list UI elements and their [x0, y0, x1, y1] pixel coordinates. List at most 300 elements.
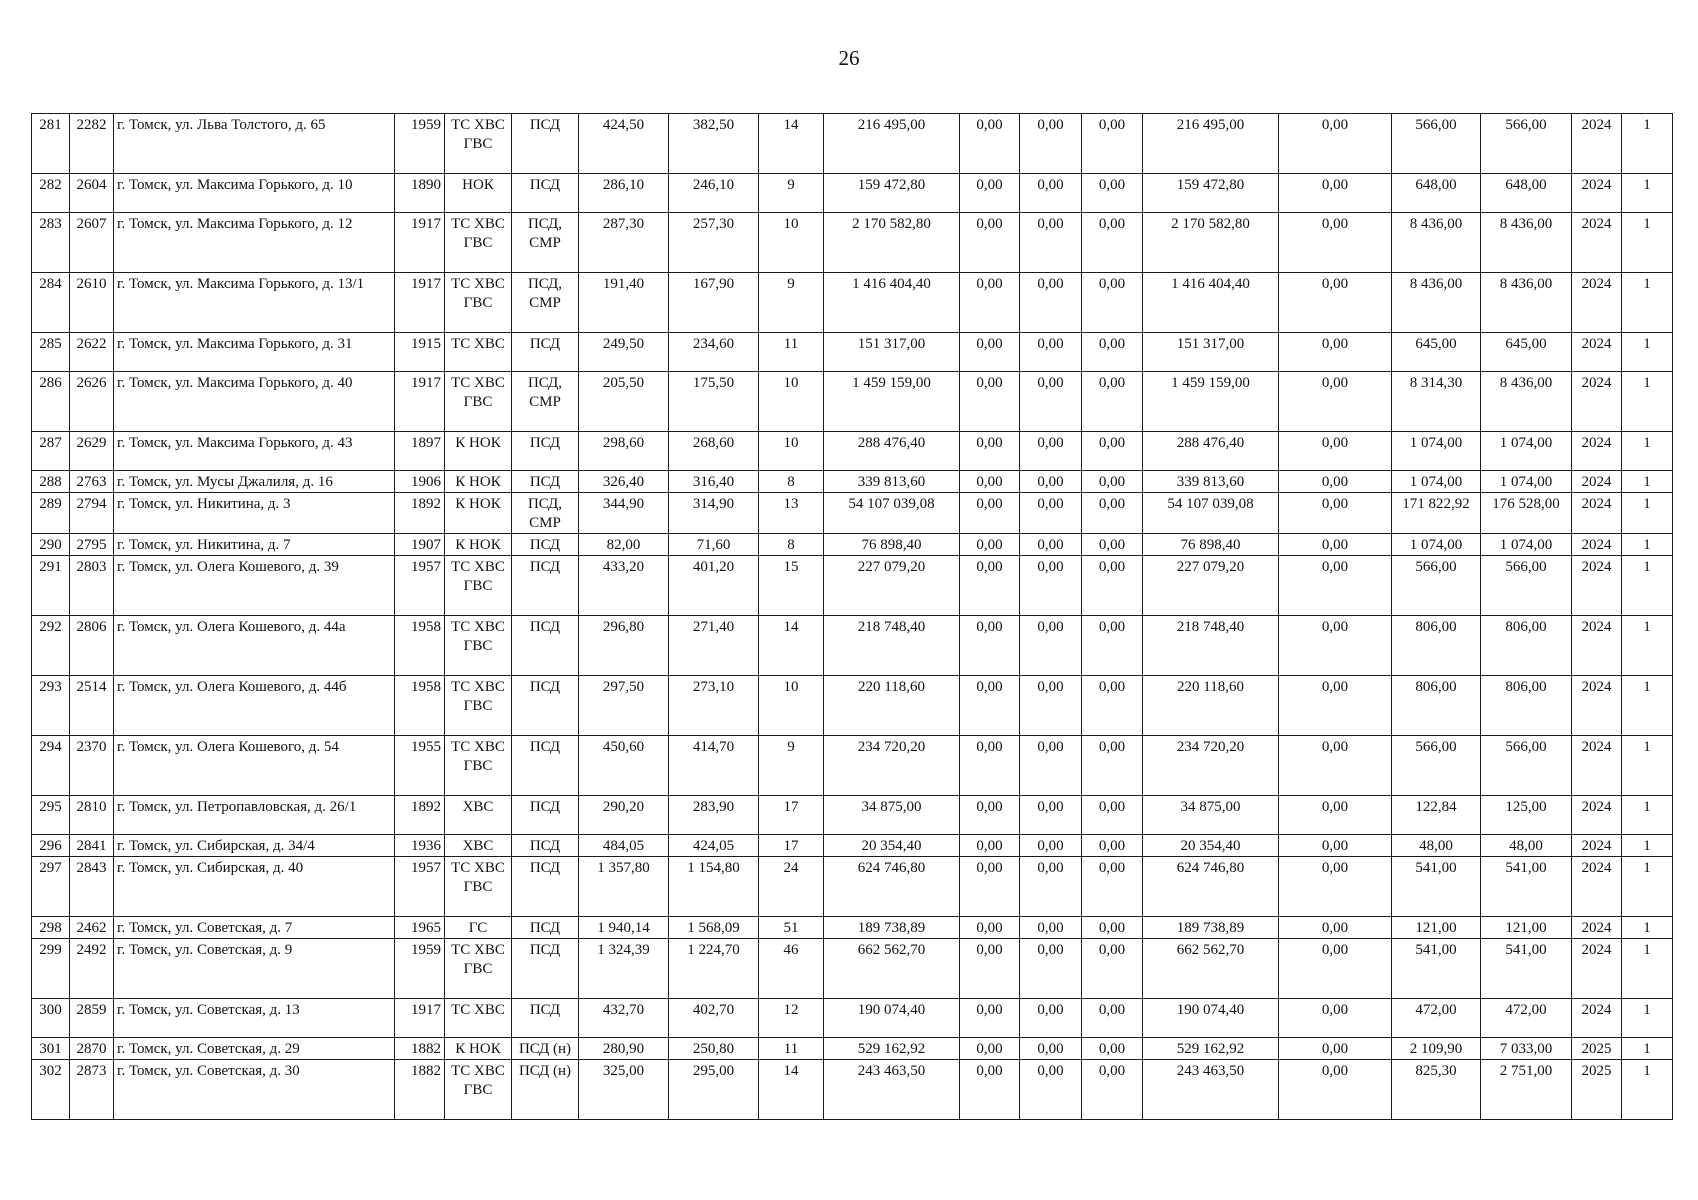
cell-total-area: 344,90	[579, 493, 669, 534]
cell-total-area: 326,40	[579, 471, 669, 493]
cell-fund-local: 0,00	[1082, 1038, 1143, 1060]
cell-systems: ТС ХВС ГВС	[445, 556, 512, 616]
cell-plan-year: 2024	[1572, 999, 1622, 1038]
cell-total-cost: 227 079,20	[824, 556, 960, 616]
cell-unit-cost-limit: 1 074,00	[1481, 432, 1572, 471]
cell-plan-year: 2024	[1572, 616, 1622, 676]
cell-stage: 1	[1622, 835, 1673, 857]
cell-unit-cost-limit: 8 436,00	[1481, 213, 1572, 273]
cell-fund-owners: 662 562,70	[1143, 939, 1279, 999]
cell-living-area: 402,70	[669, 999, 759, 1038]
cell-living-area: 314,90	[669, 493, 759, 534]
cell-total-area: 297,50	[579, 676, 669, 736]
cell-residents: 46	[759, 939, 824, 999]
cell-fund-other: 0,00	[1279, 432, 1392, 471]
cell-work-type: ПСД, СМР	[512, 213, 579, 273]
cell-fund-owners: 1 416 404,40	[1143, 273, 1279, 333]
cell-fund-local: 0,00	[1082, 676, 1143, 736]
cell-unit-cost-limit: 648,00	[1481, 174, 1572, 213]
cell-living-area: 382,50	[669, 114, 759, 174]
cell-fund-other: 0,00	[1279, 736, 1392, 796]
cell-fund-local: 0,00	[1082, 736, 1143, 796]
cell-fund-other: 0,00	[1279, 835, 1392, 857]
cell-fund-federal: 0,00	[960, 114, 1020, 174]
cell-living-area: 246,10	[669, 174, 759, 213]
cell-fund-federal: 0,00	[960, 1060, 1020, 1120]
cell-fund-federal: 0,00	[960, 333, 1020, 372]
cell-total-area: 1 357,80	[579, 857, 669, 917]
cell-unit-cost: 8 436,00	[1392, 213, 1481, 273]
cell-build-year: 1915	[395, 333, 445, 372]
cell-fund-owners: 76 898,40	[1143, 534, 1279, 556]
cell-living-area: 1 154,80	[669, 857, 759, 917]
cell-unit-cost-limit: 1 074,00	[1481, 534, 1572, 556]
cell-unit-cost-limit: 645,00	[1481, 333, 1572, 372]
cell-fund-regional: 0,00	[1020, 1038, 1082, 1060]
cell-unit-cost: 2 109,90	[1392, 1038, 1481, 1060]
cell-total-cost: 54 107 039,08	[824, 493, 960, 534]
cell-residents: 14	[759, 114, 824, 174]
cell-stage: 1	[1622, 333, 1673, 372]
cell-residents: 9	[759, 736, 824, 796]
cell-fund-local: 0,00	[1082, 616, 1143, 676]
cell-row-number: 282	[32, 174, 70, 213]
cell-total-cost: 243 463,50	[824, 1060, 960, 1120]
table-row	[32, 556, 1673, 616]
cell-stage: 1	[1622, 796, 1673, 835]
cell-fund-federal: 0,00	[960, 796, 1020, 835]
cell-systems: К НОК	[445, 1038, 512, 1060]
cell-object-code: 2514	[70, 676, 114, 736]
cell-work-type: ПСД	[512, 736, 579, 796]
cell-total-area: 424,50	[579, 114, 669, 174]
cell-plan-year: 2024	[1572, 796, 1622, 835]
cell-residents: 17	[759, 796, 824, 835]
cell-row-number: 284	[32, 273, 70, 333]
cell-build-year: 1882	[395, 1038, 445, 1060]
cell-total-cost: 190 074,40	[824, 999, 960, 1038]
cell-unit-cost: 48,00	[1392, 835, 1481, 857]
cell-fund-local: 0,00	[1082, 556, 1143, 616]
cell-fund-regional: 0,00	[1020, 273, 1082, 333]
cell-unit-cost: 566,00	[1392, 114, 1481, 174]
cell-row-number: 285	[32, 333, 70, 372]
cell-unit-cost-limit: 48,00	[1481, 835, 1572, 857]
cell-fund-local: 0,00	[1082, 273, 1143, 333]
cell-plan-year: 2024	[1572, 917, 1622, 939]
cell-address: г. Томск, ул. Никитина, д. 3	[114, 493, 395, 534]
cell-build-year: 1892	[395, 493, 445, 534]
cell-living-area: 424,05	[669, 835, 759, 857]
cell-build-year: 1890	[395, 174, 445, 213]
cell-build-year: 1907	[395, 534, 445, 556]
cell-address: г. Томск, ул. Максима Горького, д. 43	[114, 432, 395, 471]
cell-fund-local: 0,00	[1082, 534, 1143, 556]
cell-row-number: 283	[32, 213, 70, 273]
cell-unit-cost: 541,00	[1392, 857, 1481, 917]
table-row	[32, 372, 1673, 432]
cell-systems: К НОК	[445, 432, 512, 471]
cell-object-code: 2622	[70, 333, 114, 372]
cell-plan-year: 2024	[1572, 372, 1622, 432]
cell-fund-local: 0,00	[1082, 999, 1143, 1038]
cell-fund-federal: 0,00	[960, 676, 1020, 736]
cell-total-area: 205,50	[579, 372, 669, 432]
cell-build-year: 1917	[395, 273, 445, 333]
cell-object-code: 2604	[70, 174, 114, 213]
table-row	[32, 213, 1673, 273]
cell-fund-owners: 243 463,50	[1143, 1060, 1279, 1120]
cell-fund-other: 0,00	[1279, 1060, 1392, 1120]
cell-fund-federal: 0,00	[960, 273, 1020, 333]
cell-row-number: 286	[32, 372, 70, 432]
cell-fund-regional: 0,00	[1020, 857, 1082, 917]
cell-work-type: ПСД	[512, 333, 579, 372]
cell-work-type: ПСД, СМР	[512, 273, 579, 333]
cell-stage: 1	[1622, 174, 1673, 213]
cell-unit-cost-limit: 541,00	[1481, 939, 1572, 999]
cell-total-cost: 159 472,80	[824, 174, 960, 213]
cell-row-number: 281	[32, 114, 70, 174]
cell-total-area: 290,20	[579, 796, 669, 835]
cell-residents: 8	[759, 471, 824, 493]
cell-row-number: 287	[32, 432, 70, 471]
cell-stage: 1	[1622, 857, 1673, 917]
table-row	[32, 273, 1673, 333]
cell-fund-federal: 0,00	[960, 857, 1020, 917]
cell-fund-federal: 0,00	[960, 999, 1020, 1038]
cell-address: г. Томск, ул. Максима Горького, д. 13/1	[114, 273, 395, 333]
cell-residents: 9	[759, 174, 824, 213]
cell-row-number: 299	[32, 939, 70, 999]
cell-total-area: 280,90	[579, 1038, 669, 1060]
cell-stage: 1	[1622, 372, 1673, 432]
cell-object-code: 2607	[70, 213, 114, 273]
cell-build-year: 1959	[395, 114, 445, 174]
cell-residents: 10	[759, 372, 824, 432]
cell-work-type: ПСД	[512, 174, 579, 213]
cell-total-cost: 20 354,40	[824, 835, 960, 857]
cell-fund-regional: 0,00	[1020, 471, 1082, 493]
cell-fund-owners: 529 162,92	[1143, 1038, 1279, 1060]
cell-unit-cost-limit: 806,00	[1481, 616, 1572, 676]
cell-unit-cost: 806,00	[1392, 676, 1481, 736]
cell-row-number: 293	[32, 676, 70, 736]
cell-unit-cost-limit: 8 436,00	[1481, 273, 1572, 333]
cell-unit-cost-limit: 176 528,00	[1481, 493, 1572, 534]
cell-unit-cost-limit: 125,00	[1481, 796, 1572, 835]
cell-unit-cost: 122,84	[1392, 796, 1481, 835]
cell-fund-federal: 0,00	[960, 372, 1020, 432]
cell-living-area: 257,30	[669, 213, 759, 273]
cell-residents: 10	[759, 432, 824, 471]
cell-fund-other: 0,00	[1279, 534, 1392, 556]
cell-stage: 1	[1622, 273, 1673, 333]
cell-plan-year: 2024	[1572, 556, 1622, 616]
cell-plan-year: 2024	[1572, 333, 1622, 372]
cell-systems: ТС ХВС ГВС	[445, 273, 512, 333]
cell-plan-year: 2025	[1572, 1038, 1622, 1060]
cell-address: г. Томск, ул. Никитина, д. 7	[114, 534, 395, 556]
cell-fund-local: 0,00	[1082, 835, 1143, 857]
cell-total-area: 249,50	[579, 333, 669, 372]
cell-object-code: 2492	[70, 939, 114, 999]
cell-stage: 1	[1622, 213, 1673, 273]
table-row	[32, 676, 1673, 736]
cell-total-cost: 1 416 404,40	[824, 273, 960, 333]
cell-work-type: ПСД	[512, 999, 579, 1038]
cell-stage: 1	[1622, 736, 1673, 796]
cell-systems: ТС ХВС ГВС	[445, 616, 512, 676]
cell-living-area: 250,80	[669, 1038, 759, 1060]
cell-address: г. Томск, ул. Максима Горького, д. 12	[114, 213, 395, 273]
cell-work-type: ПСД	[512, 857, 579, 917]
cell-fund-other: 0,00	[1279, 213, 1392, 273]
cell-address: г. Томск, ул. Максима Горького, д. 31	[114, 333, 395, 372]
cell-unit-cost: 806,00	[1392, 616, 1481, 676]
cell-fund-local: 0,00	[1082, 174, 1143, 213]
cell-build-year: 1917	[395, 999, 445, 1038]
cell-work-type: ПСД	[512, 796, 579, 835]
cell-unit-cost: 648,00	[1392, 174, 1481, 213]
cell-fund-other: 0,00	[1279, 471, 1392, 493]
cell-systems: ТС ХВС ГВС	[445, 114, 512, 174]
table-row	[32, 616, 1673, 676]
cell-fund-owners: 20 354,40	[1143, 835, 1279, 857]
cell-fund-regional: 0,00	[1020, 432, 1082, 471]
cell-unit-cost-limit: 541,00	[1481, 857, 1572, 917]
cell-total-area: 191,40	[579, 273, 669, 333]
cell-build-year: 1906	[395, 471, 445, 493]
cell-systems: К НОК	[445, 471, 512, 493]
cell-object-code: 2282	[70, 114, 114, 174]
cell-fund-owners: 151 317,00	[1143, 333, 1279, 372]
cell-address: г. Томск, ул. Сибирская, д. 40	[114, 857, 395, 917]
cell-fund-regional: 0,00	[1020, 333, 1082, 372]
cell-total-area: 450,60	[579, 736, 669, 796]
cell-object-code: 2803	[70, 556, 114, 616]
table-row	[32, 857, 1673, 917]
table-row	[32, 939, 1673, 999]
cell-fund-local: 0,00	[1082, 1060, 1143, 1120]
cell-plan-year: 2025	[1572, 1060, 1622, 1120]
cell-unit-cost-limit: 2 751,00	[1481, 1060, 1572, 1120]
cell-unit-cost: 1 074,00	[1392, 534, 1481, 556]
cell-object-code: 2859	[70, 999, 114, 1038]
cell-systems: ТС ХВС ГВС	[445, 736, 512, 796]
cell-fund-other: 0,00	[1279, 114, 1392, 174]
cell-build-year: 1917	[395, 372, 445, 432]
table-row	[32, 534, 1673, 556]
cell-address: г. Томск, ул. Советская, д. 9	[114, 939, 395, 999]
cell-stage: 1	[1622, 556, 1673, 616]
cell-object-code: 2870	[70, 1038, 114, 1060]
table-row	[32, 1038, 1673, 1060]
cell-systems: ГС	[445, 917, 512, 939]
cell-fund-federal: 0,00	[960, 616, 1020, 676]
cell-fund-other: 0,00	[1279, 999, 1392, 1038]
cell-total-cost: 216 495,00	[824, 114, 960, 174]
cell-total-area: 432,70	[579, 999, 669, 1038]
cell-residents: 10	[759, 213, 824, 273]
cell-living-area: 414,70	[669, 736, 759, 796]
cell-total-area: 325,00	[579, 1060, 669, 1120]
cell-work-type: ПСД	[512, 114, 579, 174]
cell-total-cost: 624 746,80	[824, 857, 960, 917]
cell-row-number: 296	[32, 835, 70, 857]
cell-total-area: 484,05	[579, 835, 669, 857]
cell-systems: ХВС	[445, 835, 512, 857]
cell-fund-federal: 0,00	[960, 1038, 1020, 1060]
cell-systems: ТС ХВС ГВС	[445, 372, 512, 432]
cell-fund-other: 0,00	[1279, 616, 1392, 676]
cell-systems: ТС ХВС ГВС	[445, 1060, 512, 1120]
cell-work-type: ПСД	[512, 616, 579, 676]
cell-unit-cost: 541,00	[1392, 939, 1481, 999]
cell-fund-owners: 2 170 582,80	[1143, 213, 1279, 273]
cell-total-area: 286,10	[579, 174, 669, 213]
cell-stage: 1	[1622, 114, 1673, 174]
cell-address: г. Томск, ул. Сибирская, д. 34/4	[114, 835, 395, 857]
cell-residents: 13	[759, 493, 824, 534]
cell-address: г. Томск, ул. Петропавловская, д. 26/1	[114, 796, 395, 835]
cell-unit-cost: 1 074,00	[1392, 471, 1481, 493]
cell-fund-owners: 159 472,80	[1143, 174, 1279, 213]
cell-total-cost: 339 813,60	[824, 471, 960, 493]
cell-total-cost: 34 875,00	[824, 796, 960, 835]
table-row	[32, 471, 1673, 493]
cell-stage: 1	[1622, 432, 1673, 471]
cell-systems: ТС ХВС ГВС	[445, 676, 512, 736]
cell-fund-owners: 218 748,40	[1143, 616, 1279, 676]
cell-fund-other: 0,00	[1279, 333, 1392, 372]
cell-object-code: 2841	[70, 835, 114, 857]
cell-total-area: 296,80	[579, 616, 669, 676]
cell-plan-year: 2024	[1572, 432, 1622, 471]
table-row	[32, 835, 1673, 857]
cell-object-code: 2806	[70, 616, 114, 676]
cell-fund-local: 0,00	[1082, 917, 1143, 939]
cell-fund-regional: 0,00	[1020, 493, 1082, 534]
cell-fund-owners: 189 738,89	[1143, 917, 1279, 939]
cell-total-area: 1 940,14	[579, 917, 669, 939]
cell-fund-other: 0,00	[1279, 372, 1392, 432]
cell-living-area: 268,60	[669, 432, 759, 471]
cell-row-number: 289	[32, 493, 70, 534]
cell-fund-regional: 0,00	[1020, 372, 1082, 432]
cell-fund-federal: 0,00	[960, 493, 1020, 534]
cell-stage: 1	[1622, 1038, 1673, 1060]
cell-unit-cost: 8 314,30	[1392, 372, 1481, 432]
cell-fund-other: 0,00	[1279, 857, 1392, 917]
cell-residents: 11	[759, 333, 824, 372]
cell-address: г. Томск, ул. Олега Кошевого, д. 54	[114, 736, 395, 796]
cell-work-type: ПСД	[512, 432, 579, 471]
cell-fund-local: 0,00	[1082, 939, 1143, 999]
cell-address: г. Томск, ул. Максима Горького, д. 40	[114, 372, 395, 432]
cell-plan-year: 2024	[1572, 213, 1622, 273]
cell-total-cost: 220 118,60	[824, 676, 960, 736]
cell-fund-federal: 0,00	[960, 213, 1020, 273]
cell-work-type: ПСД	[512, 835, 579, 857]
cell-row-number: 297	[32, 857, 70, 917]
cell-residents: 12	[759, 999, 824, 1038]
cell-residents: 14	[759, 1060, 824, 1120]
cell-row-number: 302	[32, 1060, 70, 1120]
cell-work-type: ПСД	[512, 534, 579, 556]
cell-object-code: 2873	[70, 1060, 114, 1120]
cell-build-year: 1965	[395, 917, 445, 939]
cell-systems: НОК	[445, 174, 512, 213]
cell-unit-cost-limit: 8 436,00	[1481, 372, 1572, 432]
cell-plan-year: 2024	[1572, 114, 1622, 174]
cell-stage: 1	[1622, 493, 1673, 534]
cell-unit-cost: 1 074,00	[1392, 432, 1481, 471]
cell-total-area: 298,60	[579, 432, 669, 471]
cell-unit-cost-limit: 121,00	[1481, 917, 1572, 939]
cell-fund-federal: 0,00	[960, 556, 1020, 616]
cell-fund-local: 0,00	[1082, 114, 1143, 174]
cell-total-cost: 1 459 159,00	[824, 372, 960, 432]
cell-fund-owners: 339 813,60	[1143, 471, 1279, 493]
cell-work-type: ПСД	[512, 556, 579, 616]
cell-fund-other: 0,00	[1279, 493, 1392, 534]
cell-row-number: 294	[32, 736, 70, 796]
cell-object-code: 2794	[70, 493, 114, 534]
cell-work-type: ПСД	[512, 939, 579, 999]
page-number: 26	[838, 46, 860, 70]
cell-total-cost: 234 720,20	[824, 736, 960, 796]
cell-fund-owners: 190 074,40	[1143, 999, 1279, 1038]
cell-total-area: 1 324,39	[579, 939, 669, 999]
cell-fund-other: 0,00	[1279, 273, 1392, 333]
cell-stage: 1	[1622, 616, 1673, 676]
cell-systems: ТС ХВС ГВС	[445, 939, 512, 999]
cell-total-area: 287,30	[579, 213, 669, 273]
cell-object-code: 2810	[70, 796, 114, 835]
cell-residents: 11	[759, 1038, 824, 1060]
cell-systems: ТС ХВС	[445, 999, 512, 1038]
cell-plan-year: 2024	[1572, 471, 1622, 493]
cell-plan-year: 2024	[1572, 493, 1622, 534]
table-row	[32, 736, 1673, 796]
cell-residents: 24	[759, 857, 824, 917]
cell-object-code: 2626	[70, 372, 114, 432]
cell-systems: ТС ХВС ГВС	[445, 857, 512, 917]
cell-work-type: ПСД (н)	[512, 1060, 579, 1120]
cell-residents: 9	[759, 273, 824, 333]
cell-fund-other: 0,00	[1279, 174, 1392, 213]
table-row	[32, 333, 1673, 372]
cell-living-area: 271,40	[669, 616, 759, 676]
cell-unit-cost-limit: 566,00	[1481, 556, 1572, 616]
cell-row-number: 301	[32, 1038, 70, 1060]
table-row	[32, 432, 1673, 471]
cell-living-area: 1 224,70	[669, 939, 759, 999]
cell-plan-year: 2024	[1572, 736, 1622, 796]
cell-work-type: ПСД	[512, 676, 579, 736]
cell-plan-year: 2024	[1572, 857, 1622, 917]
cell-fund-regional: 0,00	[1020, 616, 1082, 676]
cell-fund-regional: 0,00	[1020, 999, 1082, 1038]
cell-address: г. Томск, ул. Олега Кошевого, д. 39	[114, 556, 395, 616]
cell-stage: 1	[1622, 471, 1673, 493]
cell-plan-year: 2024	[1572, 174, 1622, 213]
cell-build-year: 1897	[395, 432, 445, 471]
cell-total-cost: 189 738,89	[824, 917, 960, 939]
cell-fund-other: 0,00	[1279, 1038, 1392, 1060]
cell-build-year: 1958	[395, 616, 445, 676]
